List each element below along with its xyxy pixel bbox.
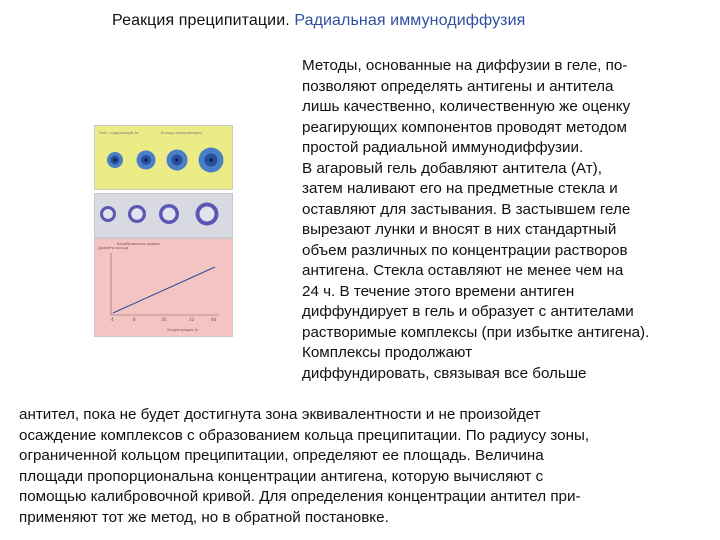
gel-label: Гель, содержащий Ат — [99, 130, 139, 135]
title-part-method: Радиальная иммунодиффузия — [294, 12, 526, 29]
body-line: диффундировать, связывая все больше — [302, 365, 587, 382]
body-line: вырезают лунки и вносят в них стандартный — [302, 221, 617, 238]
title-part-reaction: Реакция преципитации. — [112, 12, 290, 29]
precipitation-ring — [128, 205, 146, 223]
calibration-title: Калибровочная кривая — [117, 241, 160, 246]
x-tick-label: 16 — [161, 317, 167, 322]
calibration-ylabel: Диаметр кольца — [98, 245, 129, 250]
precipitation-ring — [100, 206, 116, 222]
body-line: диффундирует в гель и образует с антителами — [302, 303, 634, 320]
slide-title — [112, 12, 525, 30]
body-line: 24 ч. В течение этого времени антиген — [302, 283, 575, 300]
precipitation-ring — [159, 204, 179, 224]
x-tick-label: 4 — [111, 317, 114, 322]
body-line: Комплексы продолжают — [302, 344, 473, 361]
well-ring — [199, 148, 224, 173]
body-line: оставляют для застывания. В застывшем геле — [302, 201, 631, 218]
body-line: растворимые комплексы (при избытке антигена). — [302, 324, 650, 341]
calibration-line — [113, 267, 215, 313]
calibration-xlabel: Концентрация Аг — [167, 327, 199, 332]
body-line: площади пропорциональна концентрации антигена, которую вычисляют с — [19, 468, 544, 485]
precipitation-ring — [196, 203, 219, 226]
well-ring — [107, 152, 123, 168]
body-line: реагирующих компонентов проводят методом — [302, 119, 627, 136]
body-line: антител, пока не будет достигнута зона эквивалентности и не произойдет — [19, 406, 541, 423]
body-line: применяют тот же метод, но в обратной постановке. — [19, 509, 389, 526]
calibration-plot — [99, 249, 225, 325]
body-line: лишь качественно, количественную же оценку — [302, 98, 631, 115]
precipitation-ring-panel — [94, 193, 233, 238]
body-line: Методы, основанные на диффузии в геле, по- — [302, 57, 628, 74]
well-ring — [137, 151, 156, 170]
body-line: антигена. Стекла оставляют не менее чем на — [302, 262, 624, 279]
x-tick-label: 32 — [189, 317, 195, 322]
well-ring — [167, 150, 188, 171]
body-line: объем различных по концентрации растворов — [302, 242, 628, 259]
well-rings — [95, 126, 232, 189]
body-line: осаждение комплексов с образованием кольца преципитации. По радиусу зоны, — [19, 427, 590, 444]
ring-label: Кольцо преципитации — [161, 130, 202, 135]
body-line: помощью калибровочной кривой. Для определения концентрации антител при- — [19, 488, 581, 505]
body-line: затем наливают его на предметные стекла и — [302, 180, 618, 197]
body-line: позволяют определять антигены и антитела — [302, 78, 614, 95]
x-tick-label: 8 — [133, 317, 136, 322]
body-line: простой радиальной иммунодиффузии. — [302, 139, 584, 156]
body-line: ограниченной кольцом преципитации, определяют ее площадь. Величина — [19, 447, 544, 464]
precipitation-rings — [95, 194, 232, 237]
calibration-curve-panel — [94, 238, 233, 337]
gel-plate-panel — [94, 125, 233, 190]
body-line: В агаровый гель добавляют антитела (Ат), — [302, 160, 602, 177]
x-tick-label: 64 — [211, 317, 217, 322]
